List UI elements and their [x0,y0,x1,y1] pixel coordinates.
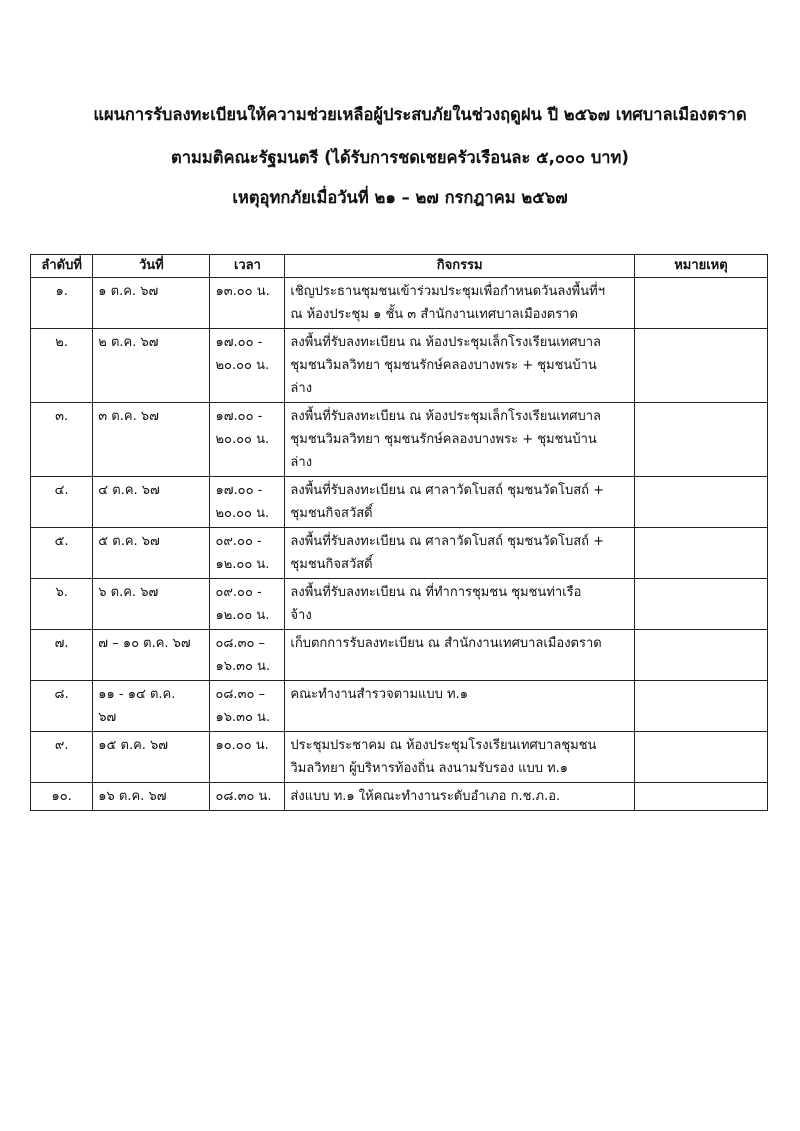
header-date: วันที่ [93,255,210,278]
cell-note [634,579,767,630]
cell-note [634,732,767,783]
table-header-row [31,255,768,278]
cell-time [210,783,285,811]
cell-no: ๔. [31,477,93,528]
date-line: ๗ – ๑๐ ต.ค. ๖๗ [98,636,191,651]
cell-date [93,630,210,681]
table-row [31,783,768,811]
table-row [31,579,768,630]
activity-line: คณะทำงานสำรวจตามแบบ ท.๑ [290,687,468,702]
cell-note [634,477,767,528]
table-row [31,477,768,528]
cell-note [634,630,767,681]
activity-line: ลงพื้นที่รับลงทะเบียน ณ ห้องประชุมเล็กโรงเรียนเทศบาล [290,335,602,350]
activity-line: ลงพื้นที่รับลงทะเบียน ณ ห้องประชุมเล็กโรงเรียนเทศบาล [290,409,602,424]
activity-line: เก็บตกการรับลงทะเบียน ณ สำนักงานเทศบาลเมืองตราด [290,636,602,651]
activity-line: ชุมชนวิมลวิทยา ชุมชนรักษ์คลองบางพระ + ชุมชนบ้าน [290,432,597,447]
activity-line: ล่าง [290,381,313,396]
table-row [31,681,768,732]
cell-no: ๙. [31,732,93,783]
time-line: ๑๗.๐๐ - [215,409,263,424]
table-row [31,329,768,403]
cell-activity [285,681,634,732]
title-line-2: ตามมติคณะรัฐมนตรี (ได้รับการชดเชยครัวเรือนละ ๕,๐๐๐ บาท) [171,148,629,167]
activity-line: ชุมชนวิมลวิทยา ชุมชนรักษ์คลองบางพระ + ชุมชนบ้าน [290,358,597,373]
cell-no: ๗. [31,630,93,681]
cell-time [210,681,285,732]
cell-activity [285,329,634,403]
header-time: เวลา [210,255,285,278]
schedule-table [30,254,768,811]
time-line: ๑๓.๐๐ น. [215,284,270,299]
cell-no: ๒. [31,329,93,403]
cell-date [93,329,210,403]
cell-date [93,681,210,732]
cell-no: ๖. [31,579,93,630]
cell-date [93,278,210,329]
cell-no: ๑๐. [31,783,93,811]
activity-line: วิมลวิทยา ผู้บริหารท้องถิ่น ลงนามรับรอง แบบ ท.๑ [290,761,569,776]
time-line: ๑๒.๐๐ น. [215,557,270,572]
date-line: ๔ ต.ค. ๖๗ [98,483,160,498]
cell-no: ๑. [31,278,93,329]
table-row [31,528,768,579]
cell-note [634,681,767,732]
table-row [31,278,768,329]
time-line: ๑๖.๓๐ น. [215,659,271,674]
time-line: ๑๒.๐๐ น. [215,608,270,623]
time-line: ๑๖.๓๐ น. [215,710,271,725]
activity-line: ลงพื้นที่รับลงทะเบียน ณ ศาลาวัดโบสถ์ ชุมชนวัดโบสถ์ + [290,483,605,498]
cell-time [210,329,285,403]
cell-date [93,732,210,783]
time-line: ๑๗.๐๐ - [215,335,263,350]
cell-time [210,579,285,630]
activity-line: ล่าง [290,455,313,470]
date-line: ๑ ต.ค. ๖๗ [98,284,159,299]
time-line: ๐๘.๓๐ น. [215,789,272,804]
cell-note [634,329,767,403]
cell-time [210,528,285,579]
time-line: ๒๐.๐๐ น. [215,432,270,447]
cell-time [210,732,285,783]
activity-line: จ้าง [290,608,312,623]
activity-line: ชุมชนกิจสวัสดิ์ [290,557,373,572]
cell-note [634,403,767,477]
cell-time [210,278,285,329]
cell-time [210,477,285,528]
time-line: ๒๐.๐๐ น. [215,506,270,521]
time-line: ๐๙.๐๐ - [215,585,262,600]
cell-activity [285,477,634,528]
cell-note [634,278,767,329]
cell-activity [285,528,634,579]
activity-line: ชุมชนกิจสวัสดิ์ [290,506,373,521]
time-line: ๑๐.๐๐ น. [215,738,269,753]
activity-line: ลงพื้นที่รับลงทะเบียน ณ ที่ทำการชุมชน ชุมชนท่าเรือ [290,585,582,600]
cell-date [93,579,210,630]
table-row [31,403,768,477]
date-line: ๖ ต.ค. ๖๗ [98,585,159,600]
cell-time [210,630,285,681]
table-body [31,278,768,811]
date-line: ๑๖ ต.ค. ๖๗ [98,789,167,804]
cell-activity [285,783,634,811]
activity-line: เชิญประธานชุมชนเข้าร่วมประชุมเพื่อกำหนดวันลงพื้นที่ฯ [290,284,606,299]
activity-line: ณ ห้องประชุม ๑ ชั้น ๓ สำนักงานเทศบาลเมืองตราด [290,307,578,322]
date-line: ๖๗ [98,710,117,725]
cell-date [93,403,210,477]
cell-date [93,783,210,811]
cell-date [93,528,210,579]
header-activity: กิจกรรม [285,255,634,278]
time-line: ๐๘.๓๐ – [215,636,266,651]
title-line-1: แผนการรับลงทะเบียนให้ความช่วยเหลือผู้ประสบภัยในช่วงฤดูฝน ปี ๒๕๖๗ เทศบาลเมืองตราด [93,105,747,124]
cell-activity [285,579,634,630]
date-line: ๑๕ ต.ค. ๖๗ [98,738,169,753]
activity-line: ประชุมประชาคม ณ ห้องประชุมโรงเรียนเทศบาลชุมชน [290,738,597,753]
time-line: ๒๐.๐๐ น. [215,358,270,373]
activity-line: ส่งแบบ ท.๑ ให้คณะทำงานระดับอำเภอ ก.ช.ภ.อ. [290,789,561,804]
date-line: ๓ ต.ค. ๖๗ [98,409,159,424]
cell-no: ๕. [31,528,93,579]
date-line: ๑๑ - ๑๔ ต.ค. [98,687,176,702]
time-line: ๑๗.๐๐ - [215,483,263,498]
table-row [31,630,768,681]
time-line: ๐๘.๓๐ – [215,687,266,702]
cell-no: ๓. [31,403,93,477]
header-note: หมายเหตุ [634,255,767,278]
title-line-3: เหตุอุทกภัยเมื่อวันที่ ๒๑ – ๒๗ กรกฎาคม ๒๕๖๗ [232,188,568,207]
date-line: ๒ ต.ค. ๖๗ [98,335,159,350]
cell-activity [285,278,634,329]
cell-time [210,403,285,477]
cell-activity [285,732,634,783]
cell-note [634,528,767,579]
cell-no: ๘. [31,681,93,732]
date-line: ๕ ต.ค. ๖๗ [98,534,160,549]
time-line: ๐๙.๐๐ - [215,534,262,549]
table-row [31,732,768,783]
cell-activity [285,403,634,477]
cell-date [93,477,210,528]
activity-line: ลงพื้นที่รับลงทะเบียน ณ ศาลาวัดโบสถ์ ชุมชนวัดโบสถ์ + [290,534,605,549]
cell-note [634,783,767,811]
cell-activity [285,630,634,681]
header-no: ลำดับที่ [31,255,93,278]
